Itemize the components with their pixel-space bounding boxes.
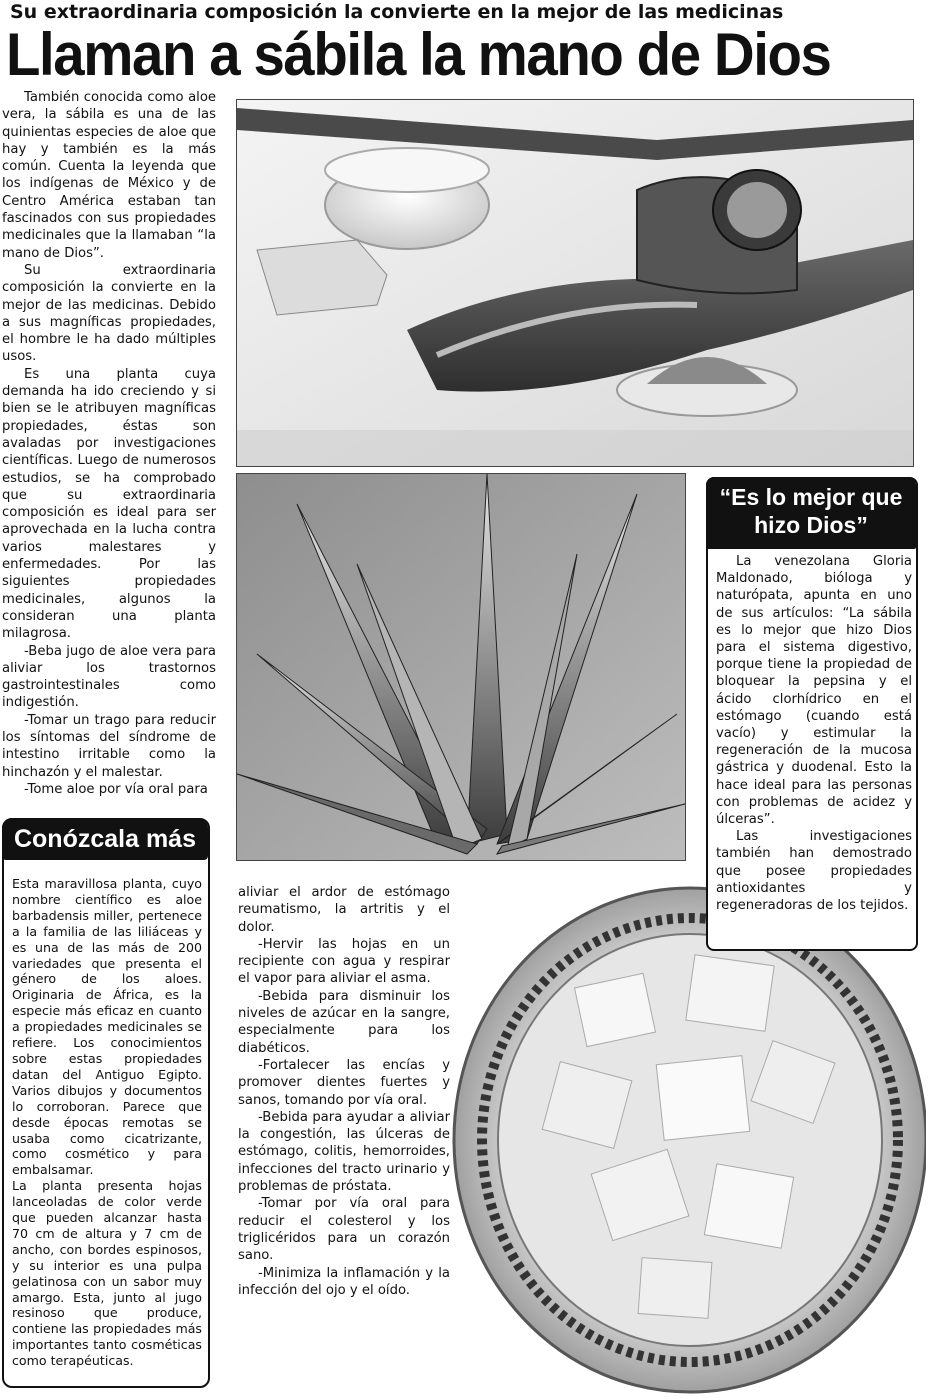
sidebar-quote-title: “Es lo mejor que hizo Dios” xyxy=(706,477,916,549)
paragraph: -Tomar un trago para reducir los síntomas del síndrome de intestino irritable como la hinchazón y el malestar. xyxy=(2,712,216,780)
paragraph: -Tome aloe por vía oral para xyxy=(24,781,208,797)
paragraph: -Beba jugo de aloe vera para aliviar los trastornos gastrointestinales como indigestión. xyxy=(2,643,216,711)
article-kicker: Su extraordinaria composición la convierte en la mejor de las medicinas xyxy=(10,1,784,23)
paragraph: La planta presenta hojas lanceoladas de color verde que pueden alcanzar hasta 70 cm de altura y 7 cm de ancho, con bordes espinosos, y su interior es una pulpa gelatinosa con un sabor muy amargo. Esta, junto al jugo resinoso que produce, contiene las propiedades más importantes tanto cosméticas como terapéuticas. xyxy=(12,1178,202,1369)
paragraph: -Bebida para ayudar a aliviar la congestión, las úlceras de estómago, colitis, hemorroides, infecciones del tracto urinario y problemas de próstata. xyxy=(238,1109,450,1195)
article-column-2 xyxy=(238,884,450,1299)
paragraph: Las investigaciones también han demostrado que posee propiedades antioxidantes y regeneradoras de los tejidos. xyxy=(716,829,912,914)
paragraph: Esta maravillosa planta, cuyo nombre científico es aloe barbadensis miller, pertenece a la familia de las liliáceas y es una de las más de 200 variedades que presenta el género de los aloes. Originaria de África, es la especie más eficaz en cuanto a propiedades medicinales se refiere. Los conocimientos sobre estas propiedades datan del Antiguo Egipto. Varios dibujos y documentos lo corroboran. Parece que desde épocas remotas se usaba como cicatrizante, como cosmético y para embalsamar. xyxy=(12,876,202,1178)
paragraph: También conocida como aloe vera, la sábila es una de las quinientas especies de aloe que hay y también es la más común. Cuenta la leyenda que los indígenas de México y de Centro América estaban tan fascinados con sus propiedades medicinales que la llamaban “la mano de Dios”. xyxy=(2,90,216,261)
sidebar-conozcala-body xyxy=(12,876,202,1369)
aloe-leaves-gel-bowl-illustration xyxy=(237,100,913,466)
paragraph: -Fortalecer las encías y promover dientes fuertes y sanos, tomando por vía oral. xyxy=(238,1057,450,1108)
paragraph: La venezolana Gloria Maldonado, bióloga y naturópata, apunta en uno de sus artículos: “La sábila es lo mejor que hizo Dios para el sistema digestivo, porque tiene la propiedad de bloquear la pepsina y el ácido clorhídrico en el estómago (cuando está vacío) y estimular la regeneración de la mucosa gástrica y duodenal. Esto la hace ideal para las personas con problemas de acidez y úlceras”. xyxy=(716,554,912,828)
paragraph: Es una planta cuya demanda ha ido creciendo y si bien se le atribuyen magníficas propiedades, éstas son avaladas por investigaciones científicas. Luego de numerosos estudios, se ha comprobado que su extraordinaria composición es ideal para ser aprovechada en la lucha contra varios malestares y enfermedades. Por las siguientes propiedades medicinales, algunos la consideran una planta milagrosa. xyxy=(2,366,216,642)
paragraph: aliviar el ardor de estómago reumatismo, la artritis y el dolor. xyxy=(238,885,450,935)
paragraph: -Tomar por vía oral para reducir el colesterol y los triglicéridos para un corazón sano. xyxy=(238,1196,450,1264)
paragraph: Su extraordinaria composición la convierte en la mejor de las medicinas. Debido a sus magníficas propiedades, el hombre le ha dado múltiples usos. xyxy=(2,262,216,365)
article-headline: Llaman a sábila la mano de Dios xyxy=(6,21,831,88)
sidebar-conozcala-title: Conózcala más xyxy=(2,818,208,860)
sidebar-quote-body xyxy=(716,553,912,914)
paragraph: -Minimiza la inflamación y la infección del ojo y el oído. xyxy=(238,1265,450,1298)
article-column-1 xyxy=(2,89,216,798)
aloe-plant-photo xyxy=(236,473,686,861)
paragraph: -Hervir las hojas en un recipiente con agua y respirar el vapor para aliviar el asma. xyxy=(238,936,450,987)
sidebar-conozcala-box xyxy=(2,818,210,1388)
sidebar-quote-box xyxy=(706,477,918,951)
paragraph: -Bebida para disminuir los niveles de azúcar en la sangre, especialmente para los diabéticos. xyxy=(238,988,450,1056)
aloe-plant-illustration xyxy=(237,474,685,860)
aloe-leaves-gel-bowl-photo xyxy=(236,99,914,467)
